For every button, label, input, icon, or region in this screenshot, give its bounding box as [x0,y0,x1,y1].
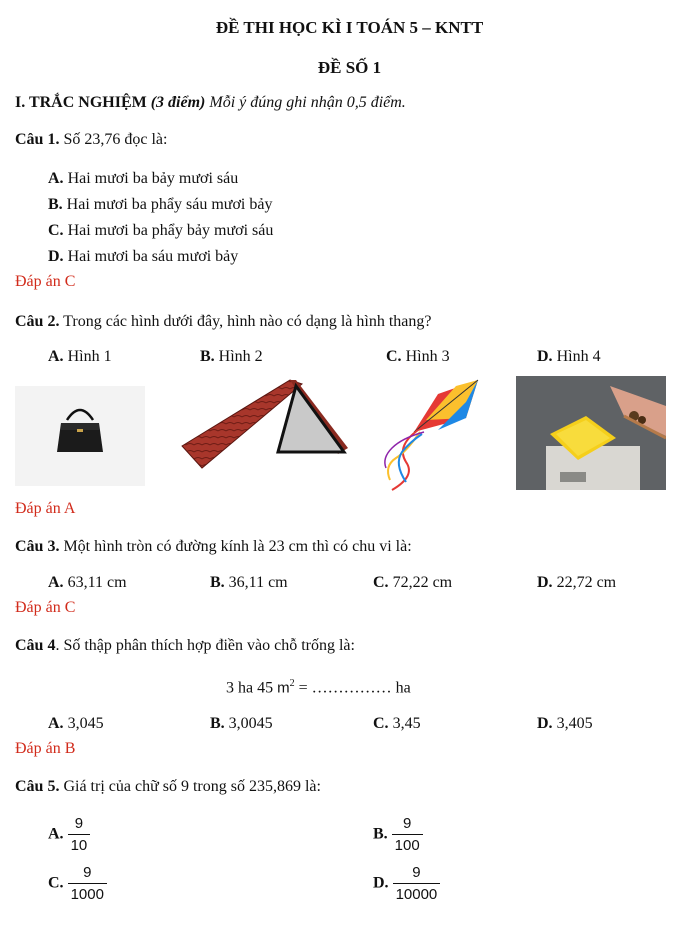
q1-option-d: D. Hai mươi ba sáu mươi bảy [48,248,239,265]
question-1 [15,131,167,149]
q4-answer: Đáp án B [15,740,76,757]
question-label: Câu 4 [15,637,56,654]
fraction: $\frac{9}{10}$ [68,815,91,854]
fraction: $\frac{9}{100}$ [392,815,423,854]
q3-answer: Đáp án C [15,599,76,616]
question-5 [15,778,321,796]
fraction: $\frac{9}{10000}$ [393,864,441,903]
q4-option-b: B. 3,0045 [210,715,273,732]
question-4 [15,637,355,655]
q3-option-b: B. 36,11 cm [210,574,288,591]
q4-option-c: C. 3,45 [373,715,421,732]
q4-equation: 3 ha 45 $m^2$ = …………… ha [226,678,411,697]
section-heading [15,94,406,112]
tray-photo [516,376,666,490]
question-text: Giá trị của chữ số 9 trong số 235,869 là: [63,778,321,795]
question-text: Trong các hình dưới đây, hình nào có dạng là hình thang? [63,313,432,330]
q2-option-b: B. Hình 2 [200,348,263,365]
q1-option-b: B. Hai mươi ba phẩy sáu mươi bảy [48,196,273,213]
q4-option-d: D. 3,405 [537,715,593,732]
q5-option-d: D. $\frac{9}{10000}$ [373,864,440,903]
question-label: Câu 5. [15,778,60,795]
q2-option-d: D. Hình 4 [537,348,601,365]
question-text: . Số thập phân thích hợp điền vào chỗ trống là: [55,637,355,654]
question-label: Câu 3. [15,538,60,555]
question-label: Câu 2. [15,313,60,330]
exam-title: ĐỀ THI HỌC KÌ I TOÁN 5 – KNTT [215,18,484,37]
q4-option-a: A. 3,045 [48,715,104,732]
q2-option-a: A. Hình 1 [48,348,112,365]
q3-option-a: A. 63,11 cm [48,574,127,591]
question-label: Câu 1. [15,131,60,148]
q5-option-b: B. $\frac{9}{100}$ [373,815,423,854]
q5-option-a: A. $\frac{9}{10}$ [48,815,90,854]
fraction: $\frac{9}{1000}$ [68,864,107,903]
q3-option-d: D. 22,72 cm [537,574,617,591]
q1-option-a: A. Hai mươi ba bảy mươi sáu [48,170,239,187]
q3-option-c: C. 72,22 cm [373,574,453,591]
handbag-image [15,386,145,486]
question-text: Một hình tròn có đường kính là 23 cm thì có chu vi là: [63,538,412,555]
exam-number: ĐỀ SỐ 1 [317,58,382,77]
question-text: Số 23,76 đọc là: [63,131,168,148]
roof-image [178,376,350,476]
q1-answer: Đáp án C [15,273,76,290]
question-3 [15,538,412,556]
q1-option-c: C. Hai mươi ba phẩy bảy mươi sáu [48,222,274,239]
q2-option-c: C. Hình 3 [386,348,450,365]
q5-option-c: C. $\frac{9}{1000}$ [48,864,107,903]
q2-answer: Đáp án A [15,500,76,517]
section-title: I. TRẮC NGHIỆM [15,94,147,111]
section-points: (3 điểm) [150,94,206,111]
kite-image [366,372,490,496]
question-2 [15,313,432,331]
section-note: Mỗi ý đúng ghi nhận 0,5 điểm. [209,94,406,111]
